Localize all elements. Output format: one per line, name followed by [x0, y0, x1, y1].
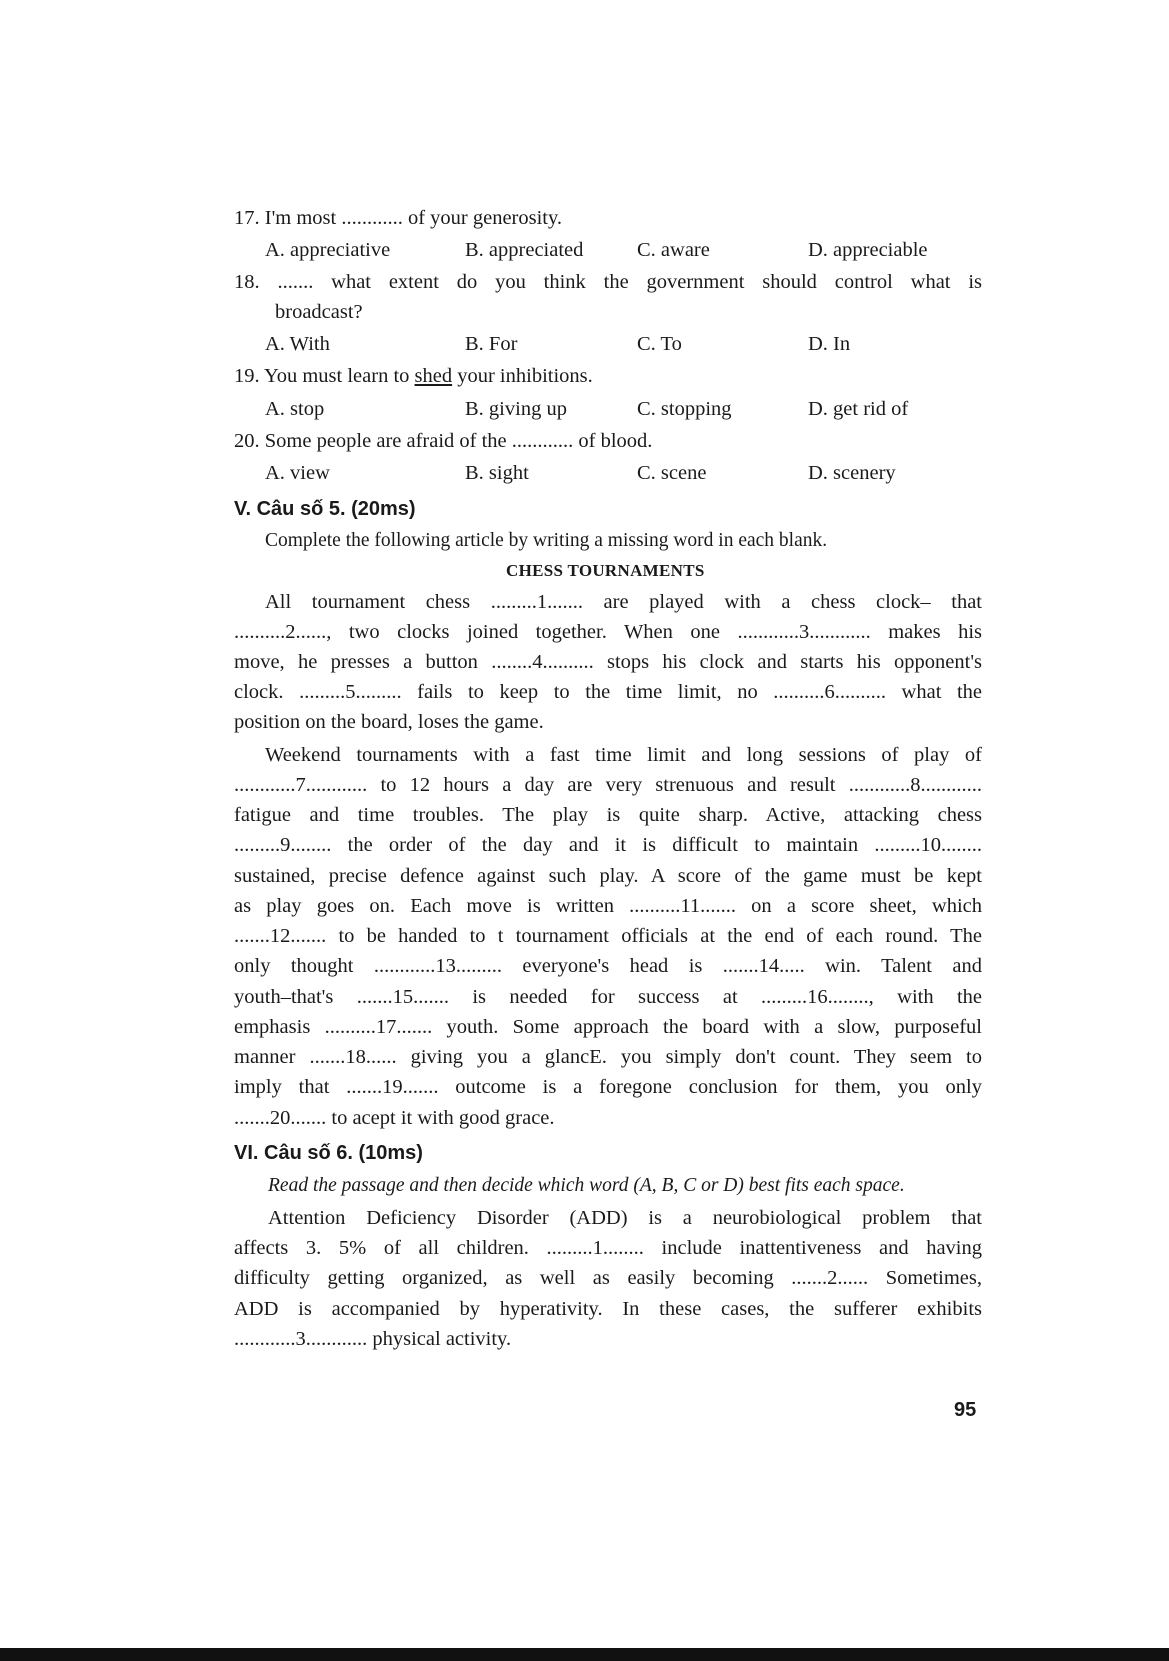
q20-option-b: B. sight [465, 462, 529, 484]
section-5-instruction: Complete the following article by writing a missing word in each blank. [265, 530, 828, 551]
passage-line-5: ............3............ physical activity. [234, 1328, 512, 1350]
article-line-16: manner .......18...... giving you a glancE. you simply don't count. They seem to [234, 1046, 982, 1068]
q20-option-a: A. view [265, 462, 330, 484]
question-20-stem: 20. Some people are afraid of the ............ of blood. [234, 430, 653, 452]
q19-option-d: D. get rid of [808, 398, 909, 420]
q17-option-c: C. aware [637, 239, 710, 261]
q18-option-c: C. To [637, 333, 682, 355]
q19-option-b: B. giving up [465, 398, 567, 420]
q17-option-d: D. appreciable [808, 239, 928, 261]
q20-option-c: C. scene [637, 462, 707, 484]
q20-option-d: D. scenery [808, 462, 896, 484]
article-line-13: only thought ............13......... everyone's head is .......14..... win. Talent and [234, 955, 982, 977]
question-19-stem [234, 366, 593, 387]
question-17-stem: 17. I'm most ............ of your generosity. [234, 207, 563, 229]
q19-option-c: C. stopping [637, 398, 732, 420]
article-line-4: clock. .........5......... fails to keep to the time limit, no ..........6.......... what the [234, 681, 982, 703]
q18-option-b: B. For [465, 333, 518, 355]
q17-option-a: A. appreciative [265, 239, 391, 261]
q19-underlined-word: shed [414, 365, 453, 387]
section-6-heading: VI. Câu số 6. (10ms) [234, 1142, 423, 1164]
article-line-2: ..........2......, two clocks joined together. When one ............3............ makes his [234, 621, 982, 643]
passage-line-1: Attention Deficiency Disorder (ADD) is a neurobiological problem that [268, 1207, 982, 1229]
question-18-stem-cont: broadcast? [275, 301, 363, 323]
q18-option-a: A. With [265, 333, 330, 355]
article-line-18: .......20....... to acept it with good grace. [234, 1107, 555, 1129]
section-5-heading: V. Câu số 5. (20ms) [234, 498, 416, 520]
passage-line-3: difficulty getting organized, as well as easily becoming .......2...... Sometimes, [234, 1267, 982, 1289]
article-line-17: imply that .......19....... outcome is a foregone conclusion for them, you only [234, 1076, 982, 1098]
article-line-8: fatigue and time troubles. The play is quite sharp. Active, attacking chess [234, 804, 982, 826]
article-line-7: ............7............ to 12 hours a day are very strenuous and result ............8............ [234, 774, 982, 796]
q19-stem-start: 19. You must learn to [234, 365, 415, 387]
article-line-3: move, he presses a button ........4.......... stops his clock and starts his opponent's [234, 651, 982, 673]
article-line-5: position on the board, loses the game. [234, 711, 544, 733]
article-line-15: emphasis ..........17....... youth. Some approach the board with a slow, purposeful [234, 1016, 982, 1038]
passage-line-2: affects 3. 5% of all children. .........1........ include inattentiveness and having [234, 1237, 982, 1259]
article-line-6: Weekend tournaments with a fast time limit and long sessions of play of [265, 744, 982, 766]
passage-line-4: ADD is accompanied by hyperativity. In these cases, the sufferer exhibits [234, 1298, 982, 1320]
article-line-11: as play goes on. Each move is written ..........11....... on a score sheet, which [234, 895, 982, 917]
question-18-stem: 18. ....... what extent do you think the government should control what is [234, 271, 982, 293]
article-line-9: .........9........ the order of the day and it is difficult to maintain .........10........ [234, 834, 982, 856]
q19-option-a: A. stop [265, 398, 325, 420]
article-line-1: All tournament chess .........1....... are played with a chess clock– that [265, 591, 982, 613]
q18-option-d: D. In [808, 333, 851, 355]
scan-edge-bar [0, 1648, 1169, 1661]
section-6-instruction: Read the passage and then decide which word (A, B, C or D) best fits each space. [268, 1175, 905, 1196]
article-line-10: sustained, precise defence against such play. A score of the game must be kept [234, 865, 982, 887]
article-title: CHESS TOURNAMENTS [506, 561, 705, 580]
q19-stem-end: your inhibitions. [452, 365, 593, 387]
page-number: 95 [954, 1399, 977, 1421]
article-line-12: .......12....... to be handed to t tournament officials at the end of each round. The [234, 925, 982, 947]
q17-option-b: B. appreciated [465, 239, 584, 261]
article-line-14: youth–that's .......15....... is needed for success at .........16........, with the [234, 986, 982, 1008]
